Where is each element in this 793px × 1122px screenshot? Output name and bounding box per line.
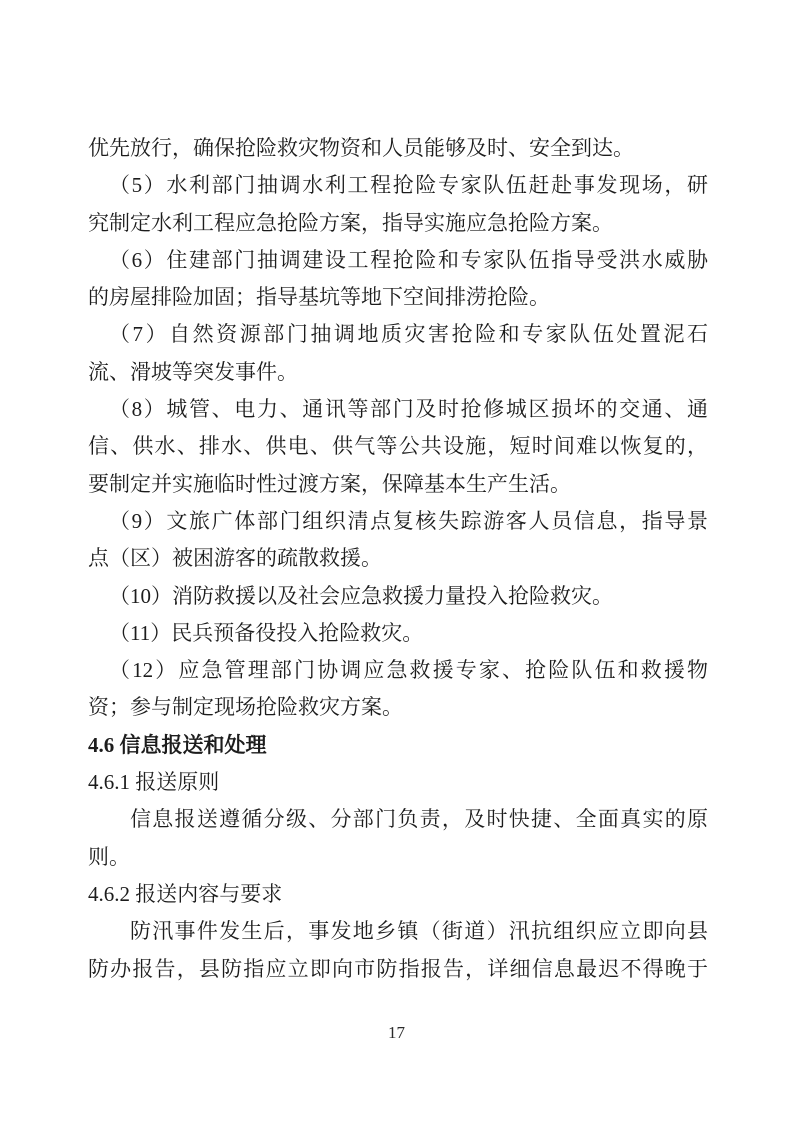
text-line: （9）文旅广体部门组织清点复核失踪游客人员信息，指导景: [109, 508, 708, 533]
text-line: （7）自然资源部门抽调地质灾害抢险和专家队伍处置泥石: [109, 322, 708, 347]
text-line: 的房屋排险加固；指导基坑等地下空间排涝抢险。: [88, 285, 550, 310]
text-line: 资；参与制定现场抢险救灾方案。: [88, 695, 403, 720]
text-line: （5）水利部门抽调水利工程抢险专家队伍赶赴事发现场，研: [109, 173, 708, 198]
text-line: 点（区）被困游客的疏散救援。: [88, 546, 382, 571]
text-line: （8）城管、电力、通讯等部门及时抢修城区损坏的交通、通: [109, 397, 708, 422]
text-line: （10）消防救援以及社会应急救援力量投入抢险救灾。: [109, 583, 613, 608]
text-line: 则。: [88, 844, 130, 869]
text-line: 要制定并实施临时性过渡方案，保障基本生产生活。: [88, 471, 571, 496]
text-line: 防汛事件发生后，事发地乡镇（街道）汛抗组织应立即向县: [130, 919, 708, 944]
page-footer: [0, 1022, 793, 1044]
subsection-heading: 4.6.1 报送原则: [88, 770, 220, 795]
text-line: 防办报告，县防指应立即向市防指报告，详细信息最迟不得晚于: [88, 956, 708, 981]
page-number: 17: [388, 1023, 405, 1042]
text-line: （6）住建部门抽调建设工程抢险和专家队伍指导受洪水威胁: [109, 247, 708, 272]
document-content: [88, 130, 708, 988]
subsection-heading: 4.6.2 报送内容与要求: [88, 881, 283, 906]
text-line: 信息报送遵循分级、分部门负责，及时快捷、全面真实的原: [130, 807, 708, 832]
text-line: （11）民兵预备役投入抢险救灾。: [109, 620, 424, 645]
text-line: 优先放行，确保抢险救灾物资和人员能够及时、安全到达。: [88, 136, 634, 160]
text-line: 流、滑坡等突发事件。: [88, 359, 298, 384]
text-line: 信、供水、排水、供电、供气等公共设施，短时间难以恢复的，: [88, 434, 708, 459]
text-line: （12）应急管理部门协调应急救援专家、抢险队伍和救援物: [109, 658, 708, 683]
section-heading: 4.6 信息报送和处理: [88, 732, 267, 757]
text-line: 究制定水利工程应急抢险方案，指导实施应急抢险方案。: [88, 210, 613, 235]
